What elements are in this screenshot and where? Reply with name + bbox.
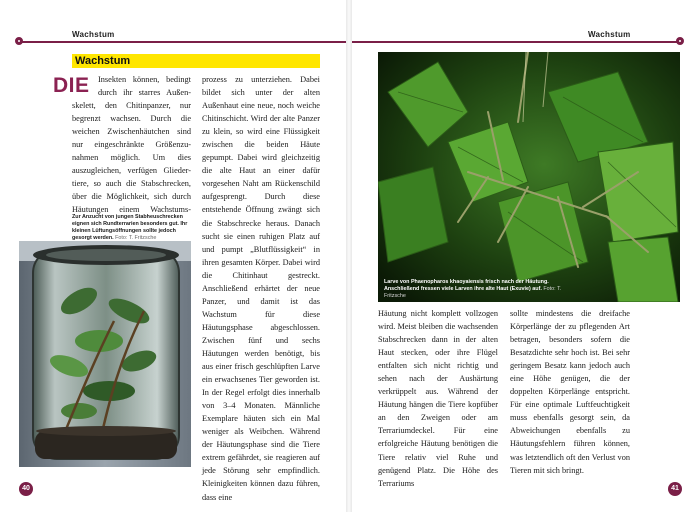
dropcap: DIE xyxy=(53,74,90,97)
col1-line: weichen Zwischenhäutchen sind xyxy=(72,127,191,136)
col1-line: begrenzt wachsen. Durch die xyxy=(72,114,191,123)
right-page xyxy=(352,0,699,512)
caption-credit: Foto: T. Fritzsche xyxy=(384,286,562,299)
caption-text: Larve von Phaenopharos khaoyaiensis frisch nach der Häutung. Anschließend fressen viele Larven ihre alte Haut (Exuvie) auf. xyxy=(384,279,549,292)
section-heading-bar xyxy=(72,54,320,68)
col1-line: tiere, so auch die Stabschrecken, xyxy=(72,179,191,188)
col1-line: Insekten können, bedingt xyxy=(98,75,191,84)
terrarium-illustration xyxy=(19,241,191,467)
col1-line: nahmen möglich. Um dies xyxy=(72,153,191,162)
caption-text: Zur Anzucht von jungen Stabheuschrecken eignen sich Rundterrarien besonders gut. Ihr kleinen Lüftungsöffnungen sollte jedoch gesorgt werden. xyxy=(72,214,188,241)
left-page xyxy=(0,0,346,512)
terrarium-photo xyxy=(19,241,191,467)
header-rule xyxy=(352,41,677,43)
stick-insect-illustration xyxy=(378,52,680,302)
running-header: Wachstum xyxy=(588,30,631,39)
body-text-column-2: prozess zu unterziehen. Dabei bildet sich unter der alten Außenhaut eine neue, noch weiche Chitinschicht. Wird der alte Panzer zu klein, so wird eine Flüssigkeit zwischen die beiden Häute gepumpt. Dabei wird gleichzeitig die alte Haut an einer dafür vorgesehen Naht am Rückenschild aufgesprengt. Durch diese entstehende Öffnung zwängt sich die Stabschrecke heraus. Danach sucht sie einen ruhigen Platz auf und pumpt „Blutflüssigkeit“ in ihren gesamten Körper. Dabei wird die Chitinhaut gestreckt. Anschließend erhärtet der neue Panzer, und damit ist das Wachstum für diese Häutungsphase abgeschlossen. Zwischen fünf und sechs Häutungen werden benötigt, bis aus einer frisch geschlüpften Larve ein erwachsenes Tier geworden ist. In der Regel erfolgt dies innerhalb von 3–4 Monaten. Männliche Exemplare häuten sich ein Mal weniger als Weibchen. Während der Häutungsphase sind die Tiere extrem gefährdet, sie reagieren auf jede Störung sehr empfindlich. Kleinigkeiten können dazu führen, dass eine xyxy=(202,75,320,502)
rule-endpoint-dot xyxy=(676,37,684,45)
col1-line: auszugleichen, verfügen Glieder- xyxy=(72,166,191,175)
stick-insect-caption xyxy=(384,279,584,300)
body-text-column-2: sollte mindestens die dreifache Körperlänge der zu pflegenden Art betragen, besonders sofern die Besatzdichte sehr hoch ist. Bei sehr geringem Besatz kann jedoch auch eine Höhe genügen, die der doppelten Körperlänge entspricht. Für eine optimale Luftfeuchtigkeit muss ebenfalls gesorgt sein, da Abweichungen ebenfalls zu Häutungsfehlern führen können, was letztendlich oft den Verlust von Tieren mit sich bringt. xyxy=(510,309,630,475)
page-number: 40 xyxy=(19,482,33,496)
caption-credit: Foto: T. Fritzsche xyxy=(115,235,157,241)
col1-line: skelett, den Chitinpanzer, nur xyxy=(72,101,191,110)
header-rule xyxy=(22,41,346,43)
terrarium-photo-caption xyxy=(72,214,192,242)
running-header: Wachstum xyxy=(72,30,115,39)
body-text-column-1: Häutung nicht komplett vollzogen wird. Meist bleiben die wachsenden Stabschrecken dann in der alten Haut stecken, oder ihre Flügel entfalten sich nicht richtig und sehen nach der Aushärtung verkrüppelt aus. Während der Häutung hängen die Tiere kopfüber an den Zweigen oder am Terrariumdeckel. Für eine erfolgreiche Häutung benötigen die Tiere relativ viel Ruhe und genügend Platz. Die Höhe des Terrariums xyxy=(378,309,498,488)
stick-insect-photo xyxy=(378,52,680,302)
col1-line: nur eingeschränkte Größenzu- xyxy=(72,140,191,149)
col1-line: durch ihr starres Außen- xyxy=(98,88,191,97)
page-number: 41 xyxy=(668,482,682,496)
col1-line: über die Möglichkeit, sich durch xyxy=(72,192,191,201)
section-title: Wachstum xyxy=(75,55,131,67)
col1-line: Häutungen einem Wachstums- xyxy=(72,205,191,214)
